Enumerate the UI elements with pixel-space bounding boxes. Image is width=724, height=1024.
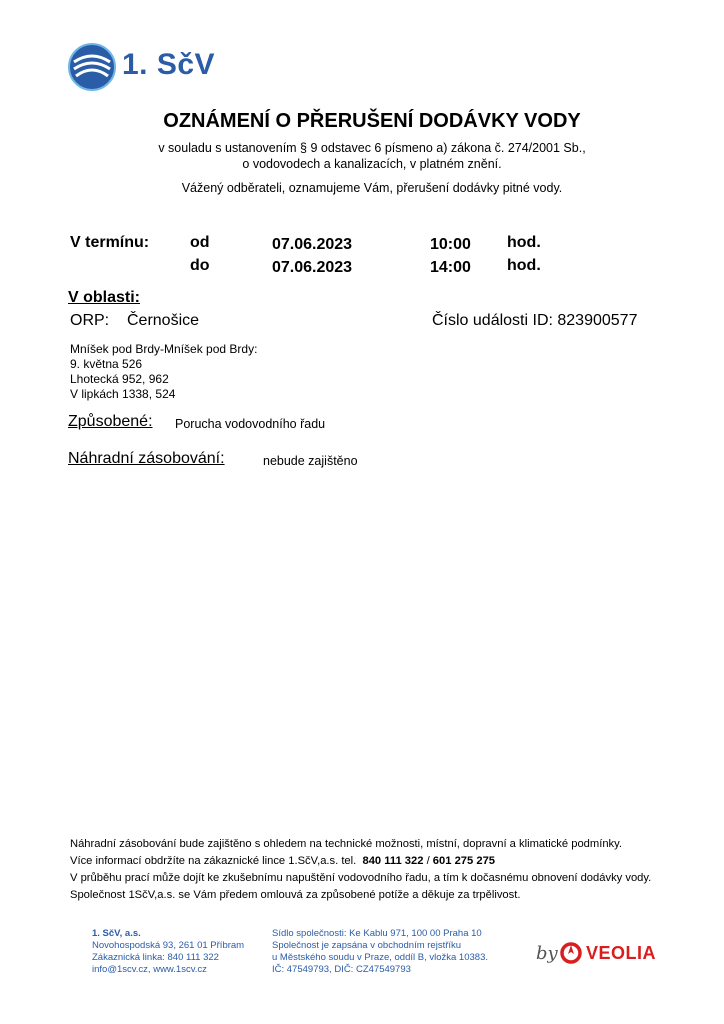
note-line: Náhradní zásobování bude zajištěno s ohledem na technické možnosti, místní, dopravní a klimatické podmínky.: [70, 838, 622, 850]
veolia-mark-icon: [560, 940, 582, 966]
term-from-date: 07.06.2023: [272, 236, 353, 253]
term-from-unit: hod.: [507, 234, 541, 251]
orp-value: Černošice: [127, 312, 200, 329]
note-line: Společnost 1SčV,a.s. se Vám předem omlouvá za způsobené potíže a děkuje za trpělivost.: [70, 889, 521, 901]
term-to-label: do: [190, 257, 210, 274]
term-from-time: 10:00: [430, 236, 471, 253]
orp-label: ORP:: [70, 312, 110, 329]
legal-subtitle: [0, 140, 724, 172]
veolia-by: by: [536, 943, 558, 964]
replacement-label: Náhradní zásobování:: [68, 450, 225, 467]
list-item: 9. května 526: [70, 357, 143, 371]
area-label: V oblasti:: [68, 289, 141, 306]
footer-line: IČ: 47549793, DIČ: CZ47549793: [272, 964, 411, 975]
list-item: Lhotecká 952, 962: [70, 372, 169, 386]
term-to-time: 14:00: [430, 259, 471, 276]
footer-line: Zákaznická linka: 840 111 322: [92, 952, 219, 963]
subtitle-line: o vodovodech a kanalizacích, v platném znění.: [242, 157, 502, 171]
address-list: [70, 342, 257, 402]
phone-secondary: 601 275 275: [432, 855, 496, 867]
replacement-value: nebude zajištěno: [263, 454, 358, 468]
footer-registry-info: [272, 928, 488, 976]
company-logo: [66, 42, 226, 92]
phone-primary: 840 111 322: [362, 855, 424, 867]
footer-line: Společnost je zapsána v obchodním rejstříku: [272, 940, 462, 951]
note-line: [70, 853, 651, 870]
footer-line: 1. SčV, a.s.: [92, 928, 141, 939]
note-line: V průběhu prací může dojít ke zkušebnímu napuštění vodovodního řadu, a tím k dočasnému obnovení dodávky vody.: [70, 872, 652, 884]
cause-label: Způsobené:: [68, 413, 153, 430]
footer-line: Novohospodská 93, 261 01 Příbram: [92, 940, 245, 951]
list-item: Mníšek pod Brdy-Mníšek pod Brdy:: [70, 342, 258, 356]
term-label: V termínu:: [70, 234, 150, 251]
veolia-logo: [536, 937, 656, 969]
term-to-date: 07.06.2023: [272, 259, 353, 276]
term-from-label: od: [190, 234, 210, 251]
veolia-text: VEOLIA: [586, 943, 657, 963]
footer-line: u Městského soudu v Praze, oddíl B, vložka 10383.: [272, 952, 488, 963]
term-to-unit: hod.: [507, 257, 541, 274]
page-title: OZNÁMENÍ O PŘERUŠENÍ DODÁVKY VODY: [163, 110, 581, 132]
footer-line: Sídlo společnosti: Ke Kablu 971, 100 00 Praha 10: [272, 928, 482, 939]
greeting: Vážený odběrateli, oznamujeme Vám, přerušení dodávky pitné vody.: [181, 181, 563, 195]
phone-separator: /: [426, 855, 430, 867]
footer-company-info: [92, 928, 244, 976]
cause-value: Porucha vodovodního řadu: [175, 417, 326, 431]
list-item: V lipkách 1338, 524: [70, 387, 176, 401]
logo-text: 1. SčV: [122, 48, 216, 81]
notes-block: [70, 836, 651, 904]
event-id: Číslo události ID: 823900577: [432, 312, 638, 329]
footer-line: info@1scv.cz, www.1scv.cz: [92, 964, 207, 975]
logo-swirl-icon: [66, 42, 118, 92]
note-prefix: Více informací obdržíte na zákaznické lince 1.SčV,a.s. tel.: [70, 855, 357, 867]
subtitle-line: v souladu s ustanovením § 9 odstavec 6 písmeno a) zákona č. 274/2001 Sb.,: [158, 141, 586, 155]
